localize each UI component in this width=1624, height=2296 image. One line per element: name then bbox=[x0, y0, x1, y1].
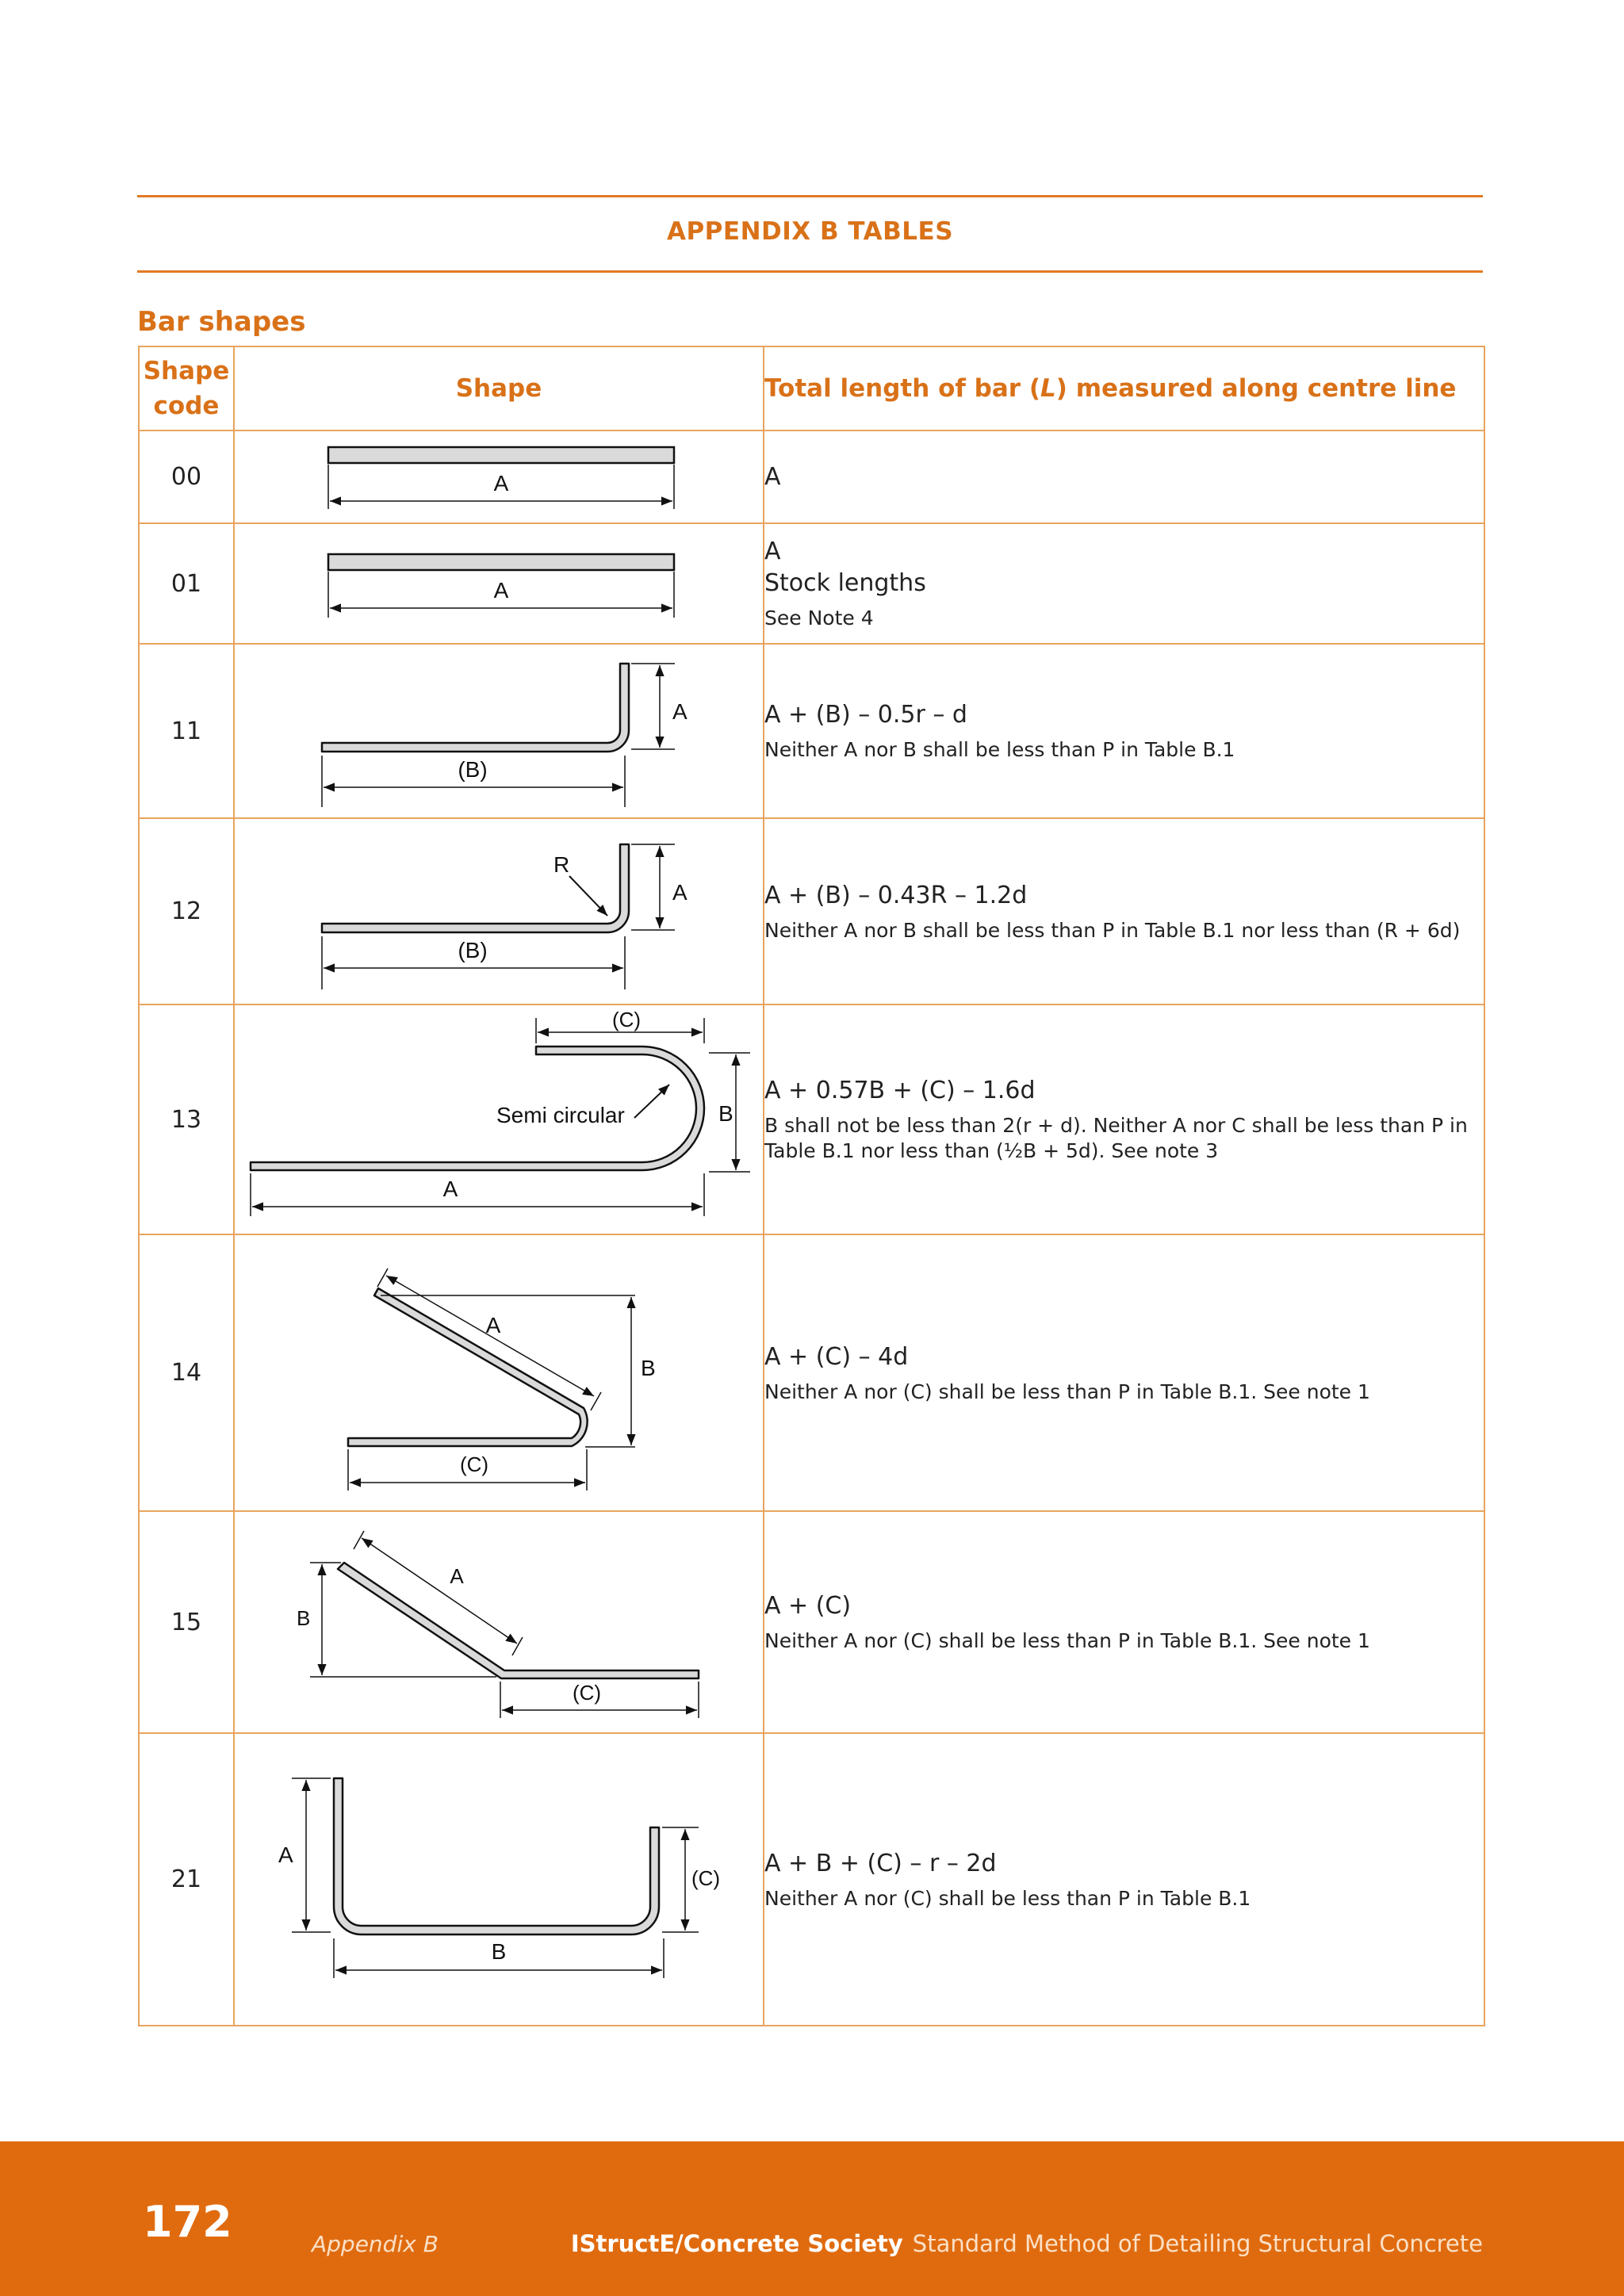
shape-diagram-13 bbox=[234, 1004, 764, 1234]
dim-label-a: A bbox=[485, 1313, 501, 1337]
page-number: 172 bbox=[143, 2197, 232, 2247]
dim-label-b: B bbox=[718, 1101, 733, 1126]
radius-label: R bbox=[553, 852, 570, 877]
dim-label-a: A bbox=[278, 1843, 293, 1867]
footer-doc-title: Standard Method of Detailing Structural Concrete bbox=[912, 2230, 1483, 2257]
table-header-row bbox=[139, 346, 1484, 430]
shape-diagram-11 bbox=[234, 644, 764, 818]
length-formula: A + 0.57B + (C) – 1.6d bbox=[764, 1077, 1036, 1104]
length-formula: A + (B) – 0.5r – d bbox=[764, 701, 967, 729]
dim-label-b: B bbox=[297, 1606, 311, 1630]
length-note: Neither A nor (C) shall be less than P in Table B.1. See note 1 bbox=[764, 1380, 1370, 1403]
length-note: Neither A nor (C) shall be less than P in Table B.1 bbox=[764, 1886, 1251, 1910]
length-note: B shall not be less than 2(r + d). Neither A nor C shall be less than P in Table B.1 nor less than (½B + 5d). See note 3 bbox=[764, 1114, 1468, 1162]
length-formula: A + (C) – 4d bbox=[764, 1342, 909, 1371]
table-row bbox=[139, 644, 1484, 818]
top-rule bbox=[137, 195, 1483, 197]
dim-label-b: (B) bbox=[458, 938, 488, 962]
dim-label-a: A bbox=[672, 880, 688, 905]
dim-label-a: A bbox=[672, 699, 688, 724]
dim-label-c: (C) bbox=[691, 1866, 721, 1890]
length-formula: A + (B) – 0.43R – 1.2d bbox=[764, 881, 1028, 909]
shape-code: 21 bbox=[139, 1733, 234, 2026]
length-note: See Note 4 bbox=[764, 607, 874, 629]
length-cell bbox=[764, 523, 1484, 644]
length-formula: A bbox=[764, 462, 781, 491]
dim-label-a: A bbox=[442, 1177, 458, 1201]
col-header-shape-code: Shape code bbox=[139, 346, 234, 430]
dim-label-b: B bbox=[641, 1356, 656, 1380]
shape-diagram-14 bbox=[234, 1234, 764, 1511]
page-footer bbox=[0, 2141, 1624, 2296]
shape-code: 15 bbox=[139, 1511, 234, 1733]
title-rule bbox=[137, 270, 1483, 273]
section-title: Bar shapes bbox=[137, 306, 306, 338]
appendix-title: APPENDIX B TABLES bbox=[666, 217, 954, 246]
table-row bbox=[139, 1004, 1484, 1234]
length-note: Neither A nor B shall be less than P in Table B.1 bbox=[764, 738, 1235, 761]
shape-diagram-21 bbox=[234, 1733, 764, 2026]
dim-label-c: (C) bbox=[459, 1452, 489, 1476]
shape-diagram-00 bbox=[234, 430, 764, 523]
length-cell bbox=[764, 430, 1484, 523]
footer-section-name: Appendix B bbox=[312, 2231, 439, 2257]
dim-label-a: A bbox=[450, 1564, 464, 1588]
shape-code: 00 bbox=[139, 430, 234, 523]
shape-code: 01 bbox=[139, 523, 234, 644]
table-row bbox=[139, 818, 1484, 1004]
bar-shapes-table bbox=[138, 346, 1485, 2026]
semi-circular-label: Semi circular bbox=[496, 1103, 625, 1127]
shape-code: 11 bbox=[139, 644, 234, 818]
table-row bbox=[139, 430, 1484, 523]
length-cell bbox=[764, 1234, 1484, 1511]
shape-diagram-15 bbox=[234, 1511, 764, 1733]
length-formula: A bbox=[764, 538, 781, 565]
length-note: Neither A nor (C) shall be less than P in Table B.1. See note 1 bbox=[764, 1629, 1370, 1652]
shape-code: 14 bbox=[139, 1234, 234, 1511]
shape-code: 12 bbox=[139, 818, 234, 1004]
table-row bbox=[139, 1511, 1484, 1733]
length-formula: A + B + (C) – r – 2d bbox=[764, 1849, 997, 1877]
table-row bbox=[139, 1234, 1484, 1511]
shape-code: 13 bbox=[139, 1004, 234, 1234]
dim-label-c: (C) bbox=[572, 1681, 602, 1705]
shape-diagram-01 bbox=[234, 523, 764, 644]
dim-label-a: A bbox=[493, 578, 509, 603]
dim-label-b: B bbox=[491, 1939, 507, 1964]
col-header-total-length: Total length of bar (L) measured along centre line bbox=[764, 346, 1484, 430]
length-cell bbox=[764, 1004, 1484, 1234]
col-header-shape: Shape bbox=[234, 346, 764, 430]
shape-diagram-12 bbox=[234, 818, 764, 1004]
table-row bbox=[139, 1733, 1484, 2026]
length-formula-2: Stock lengths bbox=[764, 569, 926, 597]
footer-publisher: IStructE/Concrete Society bbox=[570, 2230, 903, 2257]
length-cell bbox=[764, 1511, 1484, 1733]
length-cell bbox=[764, 1733, 1484, 2026]
table-row bbox=[139, 523, 1484, 644]
dim-label-a: A bbox=[493, 471, 509, 496]
dim-label-b: (B) bbox=[458, 757, 488, 782]
footer-publication bbox=[571, 2230, 1483, 2257]
length-formula: A + (C) bbox=[764, 1592, 852, 1620]
length-note: Neither A nor B shall be less than P in Table B.1 nor less than (R + 6d) bbox=[764, 918, 1461, 942]
length-cell bbox=[764, 818, 1484, 1004]
dim-label-c: (C) bbox=[611, 1008, 642, 1031]
length-cell bbox=[764, 644, 1484, 818]
